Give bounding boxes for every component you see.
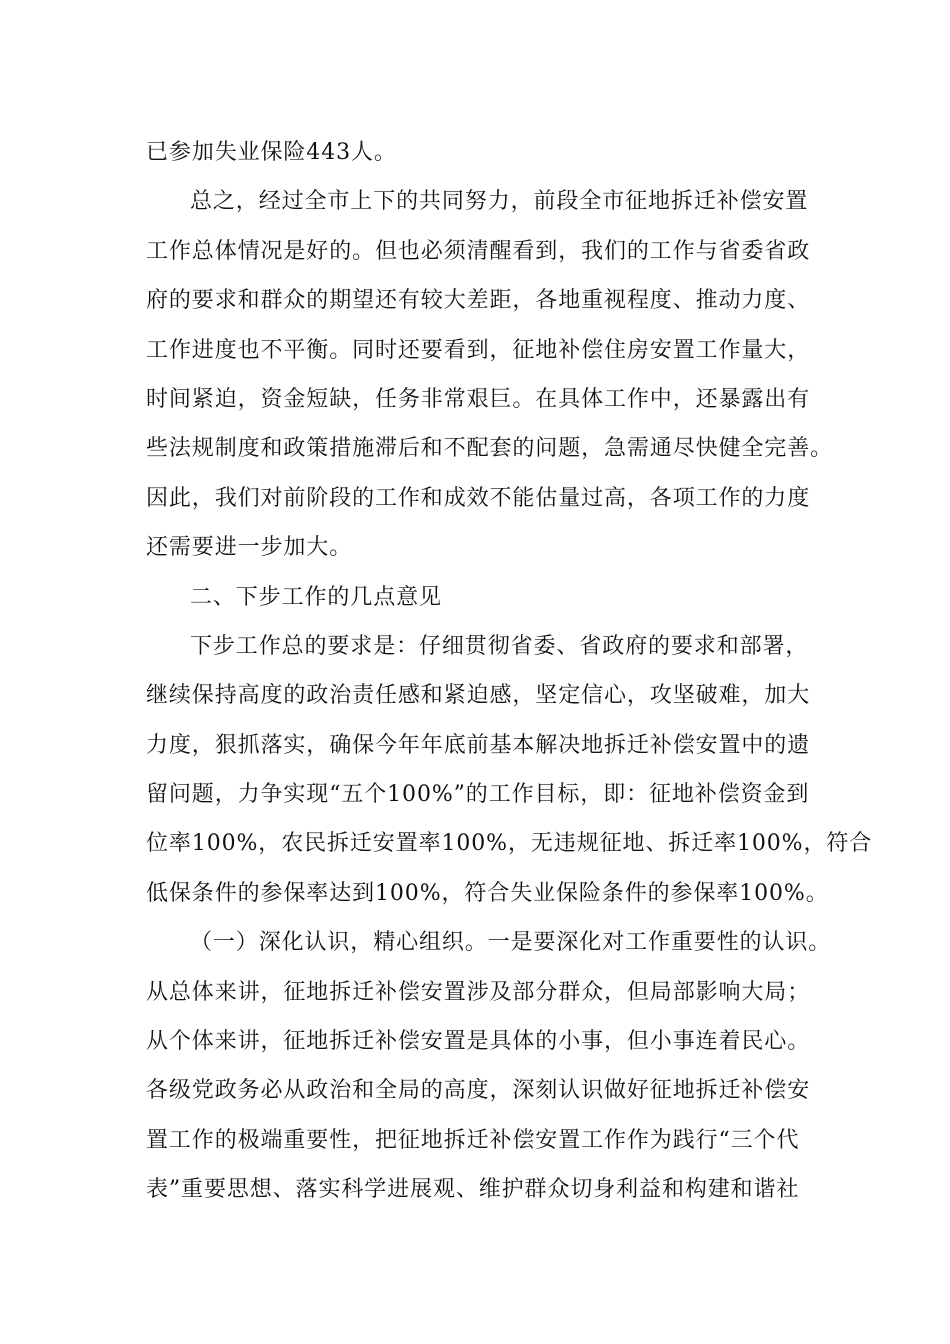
text-line: 府的要求和群众的期望还有较大差距，各地重视程度、推动力度、 [146,288,811,314]
paragraph-start-line: 下步工作总的要求是：仔细贯彻省委、省政府的要求和部署， [190,633,809,659]
text-line: 置工作的极端重要性，把征地拆迁补偿安置工作作为践行“三个代 [146,1127,800,1153]
text-line: 继续保持高度的政治责任感和紧迫感，坚定信心，攻坚破难，加大 [146,683,811,709]
text-line: 位率100%，农民拆迁安置率100%，无违规征地、拆迁率100%，符合 [146,831,873,857]
text-line: 工作进度也不平衡。同时还要看到，征地补偿住房安置工作量大， [146,337,811,363]
text-line: 低保条件的参保率达到100%，符合失业保险条件的参保率100%。 [146,880,829,906]
text-line: 各级党政务必从政治和全局的高度，深刻认识做好征地拆迁补偿安 [146,1078,811,1104]
text-line: 些法规制度和政策措施滞后和不配套的问题，急需通尽快健全完善。 [146,436,834,462]
text-line: 因此，我们对前阶段的工作和成效不能估量过高，各项工作的力度 [146,485,811,511]
text-line: 工作总体情况是好的。但也必须清醒看到，我们的工作与省委省政 [146,238,811,264]
text-line: 留问题，力争实现“五个100%”的工作目标，即：征地补偿资金到 [146,782,810,808]
text-line: 从个体来讲，征地拆迁补偿安置是具体的小事，但小事连着民心。 [146,1029,811,1055]
text-line: 时间紧迫，资金短缺，任务非常艰巨。在具体工作中，还暴露出有 [146,386,811,412]
text-line: 表”重要思想、落实科学进展观、维护群众切身利益和构建和谐社 [146,1177,800,1203]
section-heading: 二、下步工作的几点意见 [190,584,442,610]
text-line: 从总体来讲，征地拆迁补偿安置涉及部分群众，但局部影响大局； [146,979,811,1005]
subsection-start-line: （一）深化认识，精心组织。一是要深化对工作重要性的认识。 [190,930,832,956]
text-line: 已参加失业保险443人。 [146,140,397,165]
text-line: 还需要进一步加大。 [146,535,353,561]
paragraph-start-line: 总之，经过全市上下的共同努力，前段全市征地拆迁补偿安置 [190,189,809,215]
text-line: 力度，狠抓落实，确保今年年底前基本解决地拆迁补偿安置中的遗 [146,732,811,758]
body-text [146,128,873,1215]
